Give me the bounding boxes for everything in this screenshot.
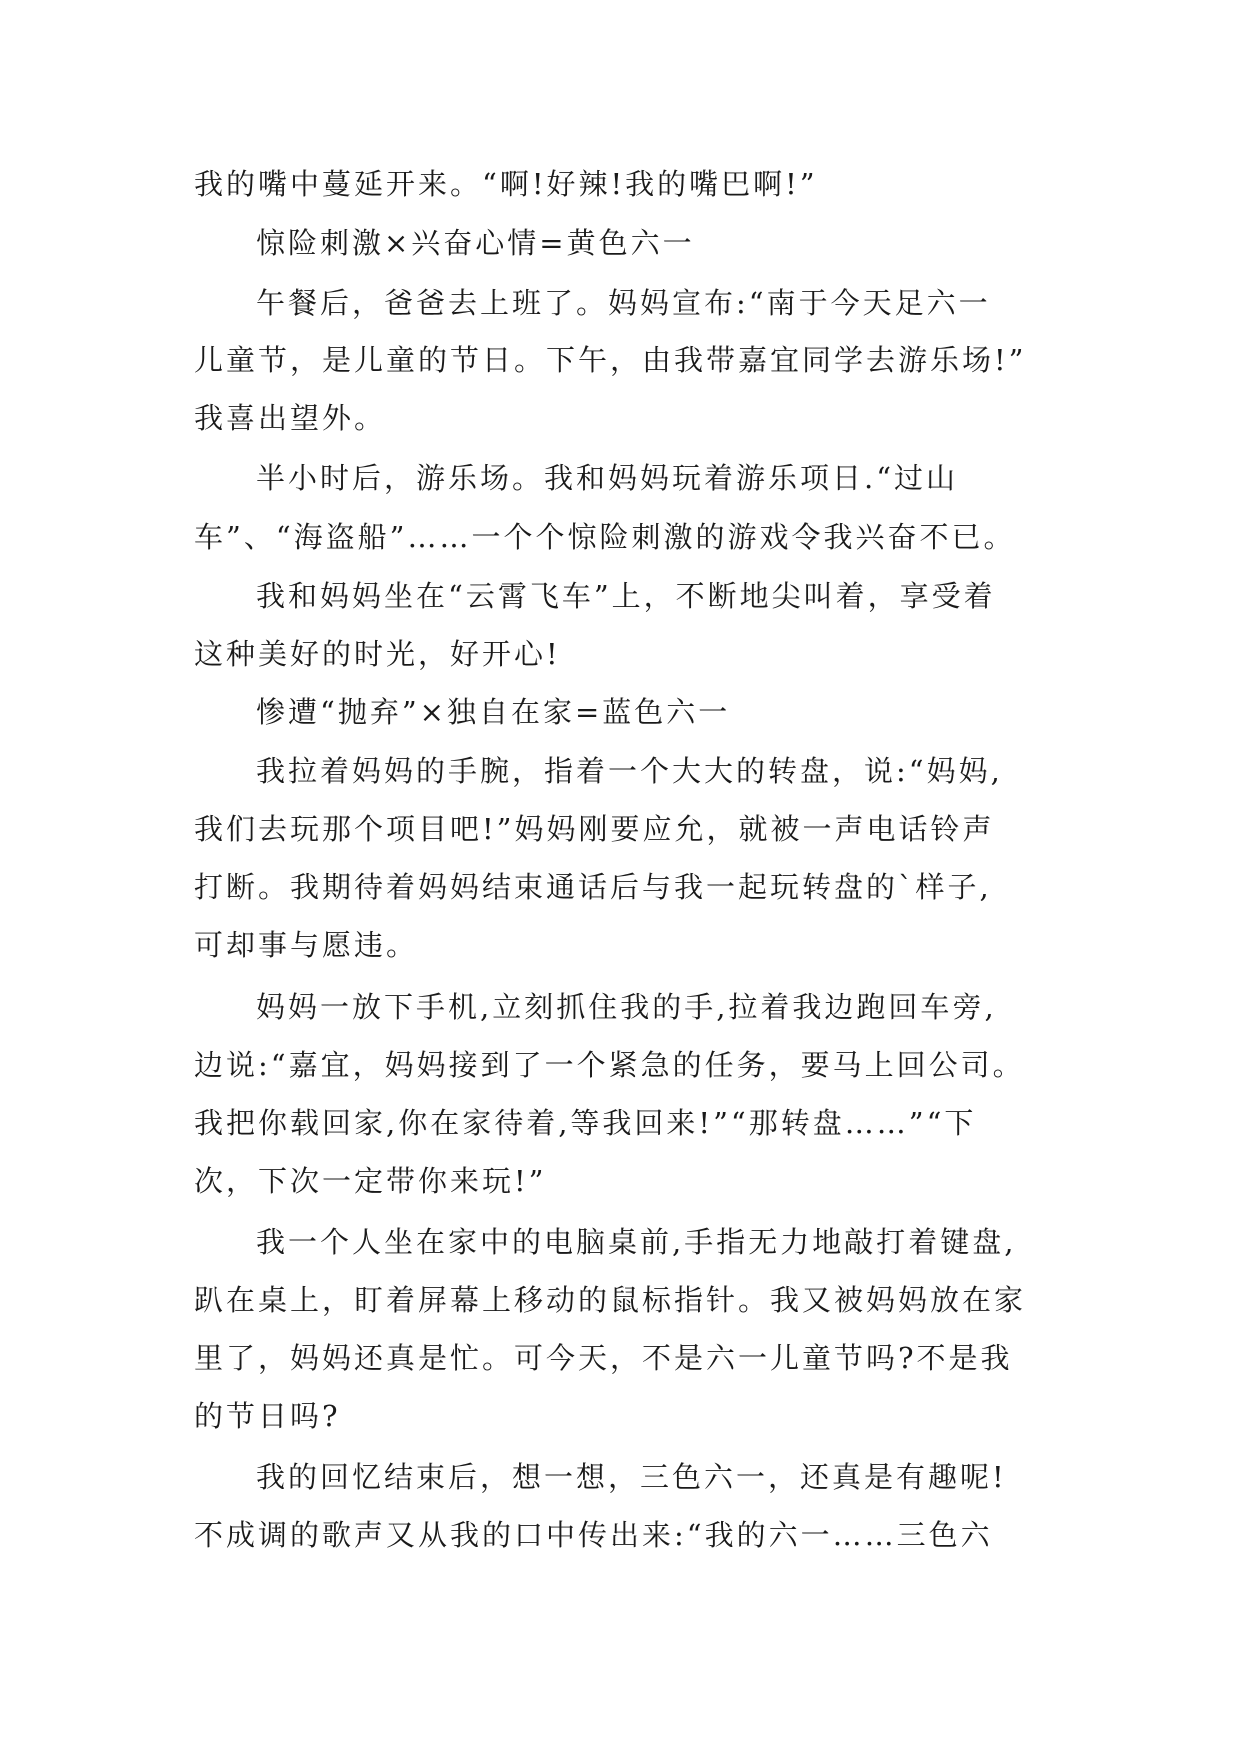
text-line: 可却事与愿违。 <box>194 928 419 962</box>
section-heading: 惨遭“抛弃”×独自在家=蓝色六一 <box>256 695 731 729</box>
text-line: 不成调的歌声又从我的口中传出来:“我的六一……三色六 <box>194 1518 993 1552</box>
text-line: 我和妈妈坐在“云霄飞车”上，不断地尖叫着，享受着 <box>256 579 996 613</box>
text-line: 我的嘴中蔓延开来。“啊!好辣!我的嘴巴啊!” <box>194 167 818 201</box>
section-heading: 惊险刺激×兴奋心情=黄色六一 <box>256 226 695 260</box>
text-line: 我把你载回家,你在家待着,等我回来!”“那转盘……”“下 <box>194 1106 977 1140</box>
text-line: 这种美好的时光，好开心! <box>194 637 561 671</box>
text-line: 妈妈一放下手机,立刻抓住我的手,拉着我边跑回车旁, <box>256 990 997 1024</box>
text-line: 我的回忆结束后，想一想，三色六一，还真是有趣呢! <box>256 1460 1007 1494</box>
text-line: 我们去玩那个项目吧!”妈妈刚要应允，就被一声电话铃声 <box>194 812 995 846</box>
text-line: 我一个人坐在家中的电脑桌前,手指无力地敲打着键盘, <box>256 1225 1017 1259</box>
text-line: 边说:“嘉宜，妈妈接到了一个紧急的任务，要马上回公司。 <box>194 1048 1025 1082</box>
text-line: 次，下次一定带你来玩!” <box>194 1164 547 1198</box>
text-line: 车”、“海盗船”……一个个惊险刺激的游戏令我兴奋不已。 <box>194 520 1016 554</box>
text-line: 午餐后，爸爸去上班了。妈妈宣布:“南于今天足六一 <box>256 286 991 320</box>
text-line: 打断。我期待着妈妈结束通话后与我一起玩转盘的`样子, <box>194 870 992 904</box>
text-line: 我拉着妈妈的手腕，指着一个大大的转盘，说:“妈妈, <box>256 754 1003 788</box>
text-line: 儿童节，是儿童的节日。下午，由我带嘉宜同学去游乐场!” <box>194 343 1027 377</box>
text-line: 的节日吗? <box>194 1399 341 1433</box>
text-line: 半小时后，游乐场。我和妈妈玩着游乐项日.“过山 <box>256 461 959 495</box>
text-line: 趴在桌上，盯着屏幕上移动的鼠标指针。我又被妈妈放在家 <box>194 1283 1027 1317</box>
text-line: 里了，妈妈还真是忙。可今天，不是六一儿童节吗?不是我 <box>194 1341 1013 1375</box>
text-line: 我喜出望外。 <box>194 401 387 435</box>
